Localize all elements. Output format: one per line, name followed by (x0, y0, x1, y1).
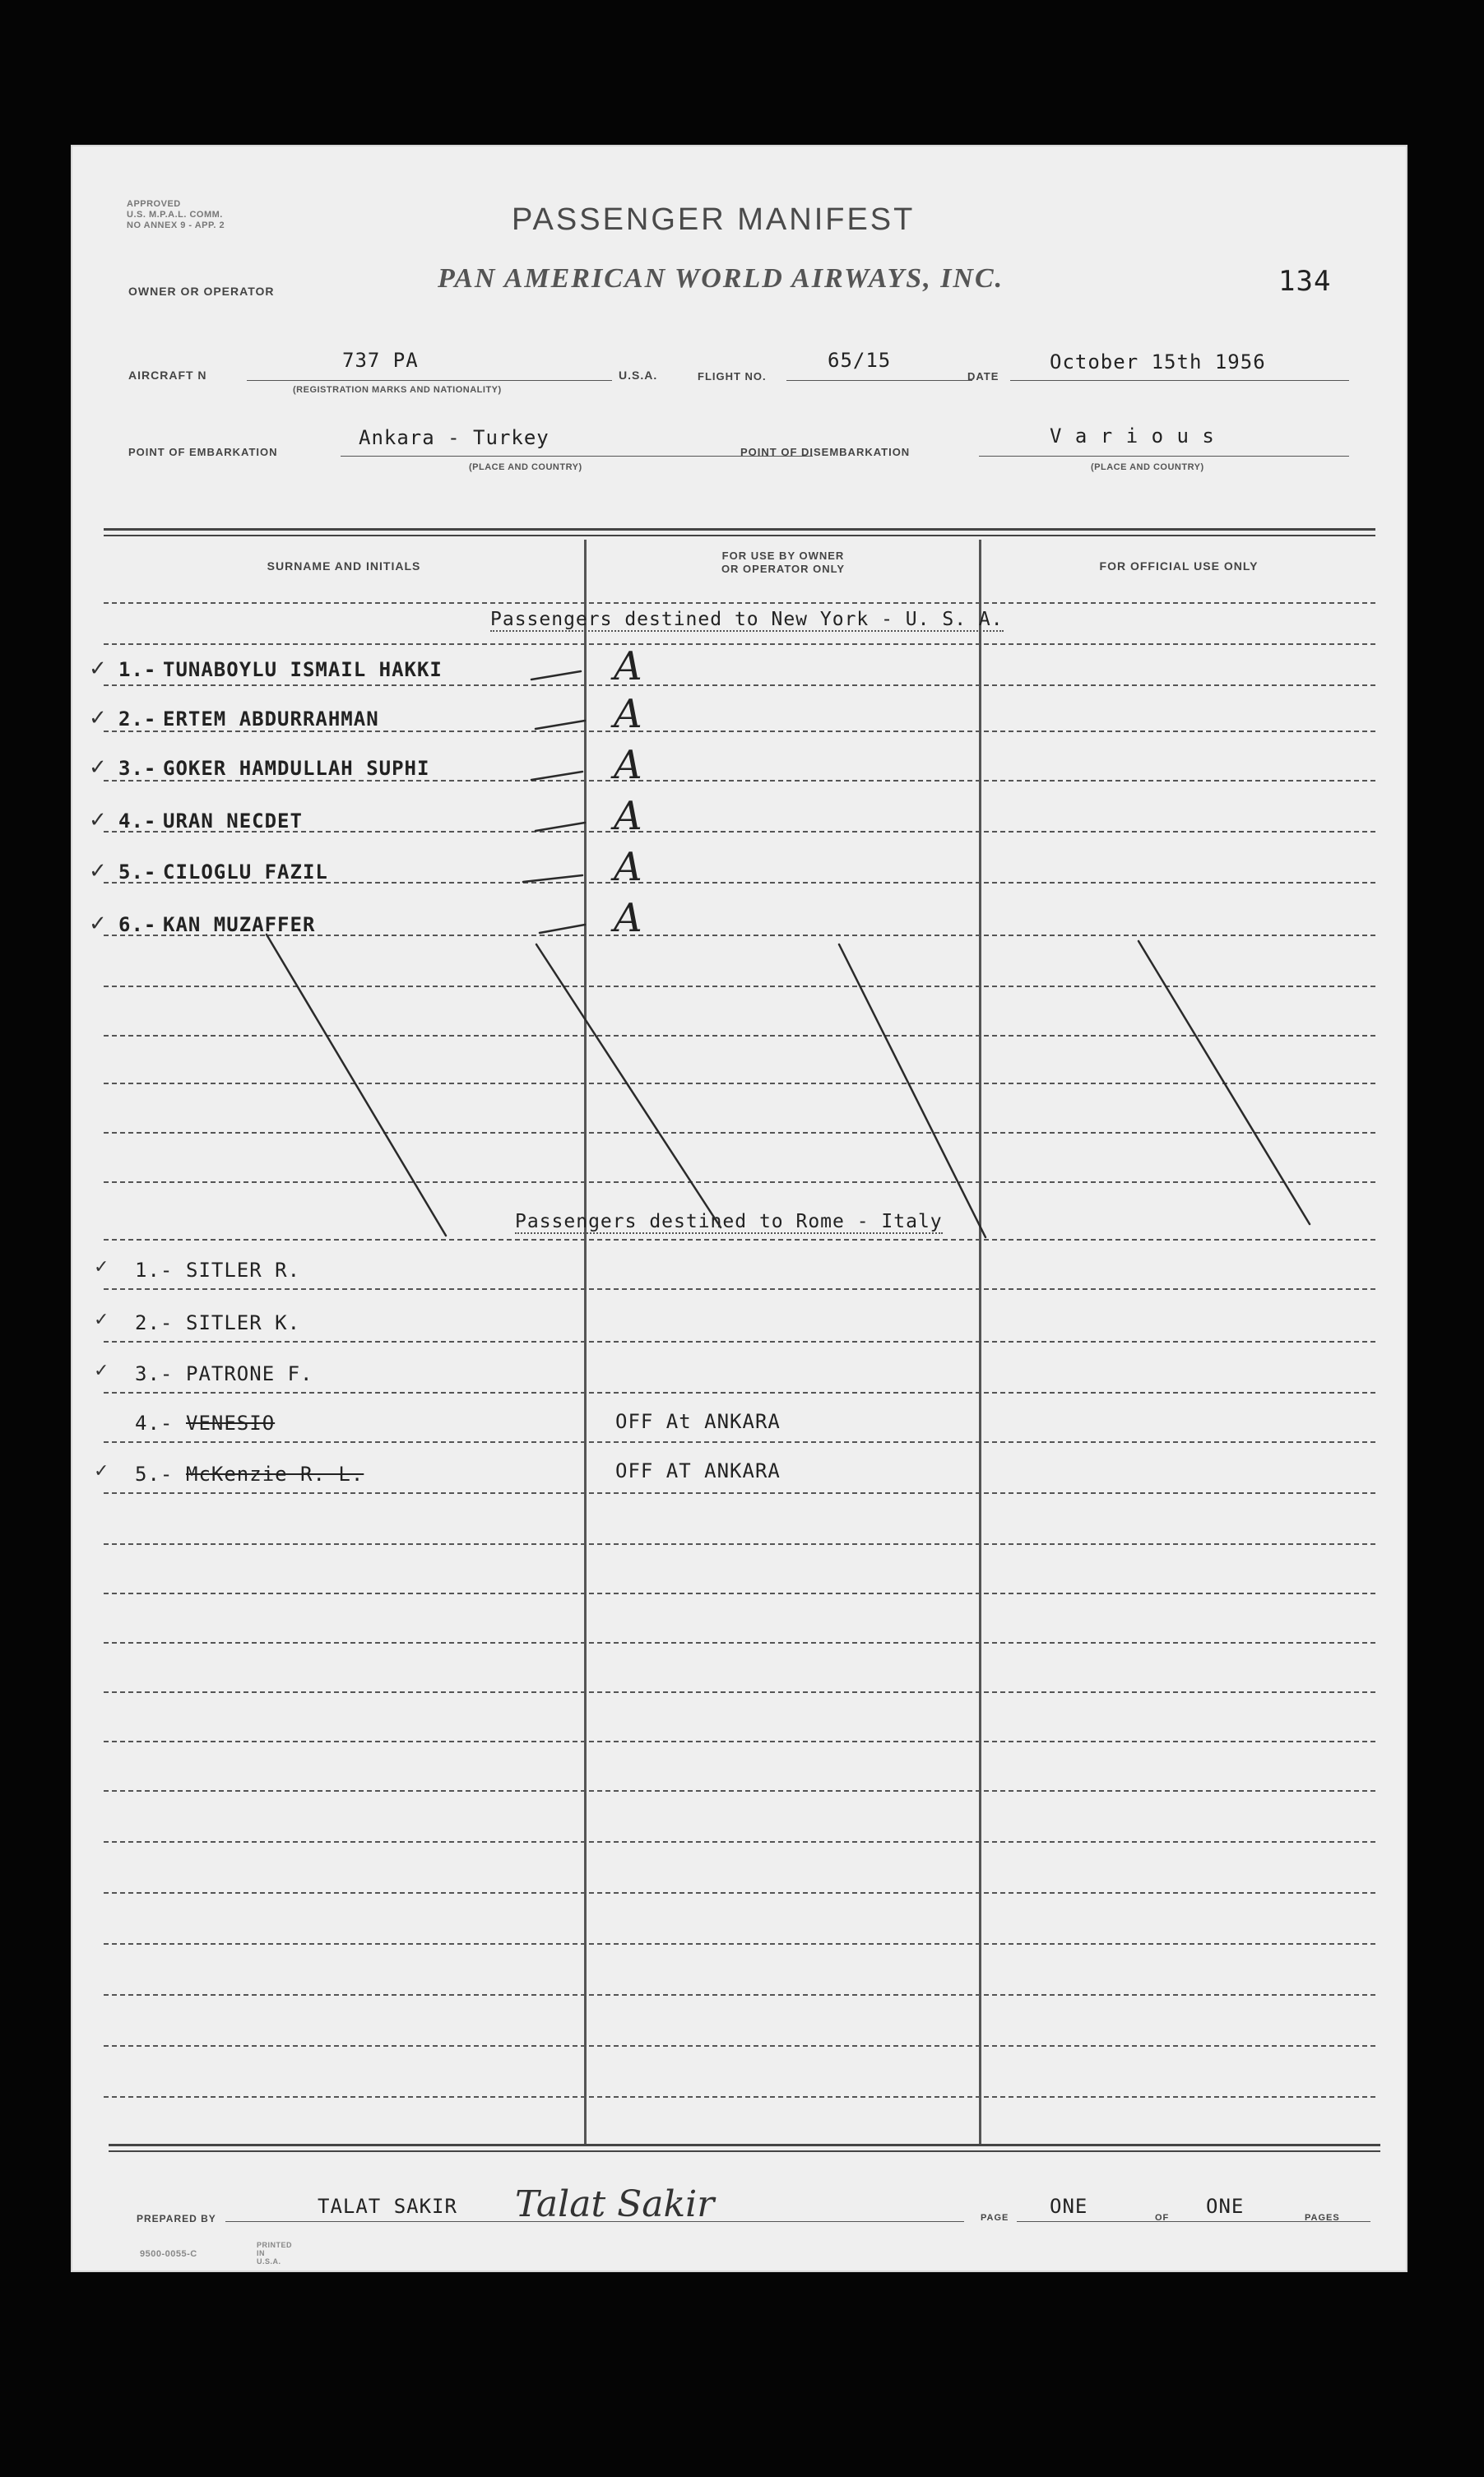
section-rome-heading: Passengers destined to Rome - Italy (515, 1211, 943, 1232)
aircraft-label: AIRCRAFT N (128, 369, 207, 382)
passenger-name-struck: McKenzie R. L. (186, 1463, 364, 1486)
handwritten-mark: A (614, 691, 642, 737)
passenger-name: URAN NECDET (163, 809, 303, 833)
cancel-stroke (839, 944, 985, 1237)
pen-dash (536, 721, 585, 729)
embark-value: Ankara - Turkey (359, 426, 550, 449)
passenger-number: 5.- (135, 1463, 174, 1486)
passenger-number: 3.- (118, 757, 157, 780)
pen-dash (523, 875, 582, 882)
check-mark: ✓ (89, 911, 107, 936)
aircraft-sub: (REGISTRATION MARKS AND NATIONALITY) (293, 385, 502, 395)
col-header-owner-line: OR OPERATOR ONLY (721, 563, 846, 575)
approval-line: APPROVED (127, 199, 181, 209)
passenger-note: OFF At ANKARA (615, 1410, 781, 1433)
passenger-name: SITLER K. (186, 1311, 301, 1334)
owner-label: OWNER OR OPERATOR (128, 285, 275, 298)
passenger-name: CILOGLU FAZIL (163, 860, 328, 884)
printed-label: PRINTED IN U.S.A. (257, 2241, 293, 2266)
of-label: OF (1155, 2213, 1170, 2223)
col-header-owner-line: FOR USE BY OWNER (721, 550, 845, 562)
pen-dash (536, 823, 585, 831)
disembark-value: V a r i o u s (1050, 424, 1215, 448)
col-header-surname: SURNAME AND INITIALS (267, 559, 421, 573)
pages-label: PAGES (1305, 2213, 1340, 2223)
passenger-note: OFF AT ANKARA (615, 1459, 781, 1482)
passenger-name: KAN MUZAFFER (163, 913, 316, 936)
pen-dash (531, 671, 581, 680)
check-mark: ✓ (89, 706, 107, 731)
section-ny-heading: Passengers destined to New York - U. S. A. (490, 609, 1004, 630)
prepared-value: TALAT SAKIR (318, 2195, 457, 2218)
signature: Talat Sakir (515, 2183, 715, 2225)
check-mark: ✓ (94, 1310, 109, 1330)
passenger-name: SITLER R. (186, 1259, 301, 1282)
check-mark: ✓ (89, 859, 107, 884)
passenger-number: 2.- (118, 707, 157, 731)
handwritten-mark: A (614, 643, 642, 689)
embark-label: POINT OF EMBARKATION (128, 446, 278, 458)
operator-name: PAN AMERICAN WORLD AIRWAYS, INC. (438, 263, 1004, 294)
check-mark: ✓ (89, 755, 107, 780)
approval-line: NO ANNEX 9 - APP. 2 (127, 220, 225, 230)
date-label: DATE (967, 370, 999, 383)
disembark-sub: (PLACE AND COUNTRY) (1091, 462, 1204, 472)
form-code: 9500-0055-C (140, 2249, 197, 2259)
check-mark: ✓ (94, 1257, 109, 1278)
of-value: ONE (1206, 2195, 1245, 2218)
check-mark: ✓ (94, 1361, 109, 1381)
passenger-name: TUNABOYLU ISMAIL HAKKI (163, 658, 443, 681)
manifest-sheet (71, 145, 1407, 2272)
pen-dash (540, 925, 585, 933)
passenger-number: 6.- (118, 913, 157, 936)
prepared-label: PREPARED BY (137, 2213, 216, 2224)
check-mark: ✓ (89, 808, 107, 833)
page-number: 134 (1278, 265, 1332, 298)
approval-line: U.S. M.P.A.L. COMM. (127, 210, 223, 220)
handwritten-mark: A (614, 742, 642, 788)
embark-sub: (PLACE AND COUNTRY) (469, 462, 582, 472)
passenger-number: 1.- (135, 1259, 174, 1282)
cancel-stroke (267, 935, 446, 1236)
passenger-number: 2.- (135, 1311, 174, 1334)
passenger-number: 4.- (135, 1412, 174, 1435)
passenger-name: GOKER HAMDULLAH SUPHI (163, 757, 430, 780)
form-title: PASSENGER MANIFEST (512, 202, 916, 237)
aircraft-value: 737 PA (342, 349, 419, 372)
passenger-name: PATRONE F. (186, 1362, 313, 1385)
handwritten-mark: A (614, 895, 642, 941)
flight-label: FLIGHT NO. (698, 370, 767, 383)
passenger-number: 5.- (118, 860, 157, 884)
date-value: October 15th 1956 (1050, 350, 1266, 373)
flight-value: 65/15 (828, 349, 892, 372)
pen-dash (531, 772, 582, 780)
disembark-label: POINT OF DISEMBARKATION (740, 446, 911, 458)
handwriting-overlay (71, 145, 1407, 2272)
check-mark: ✓ (94, 1461, 109, 1482)
passenger-name: ERTEM ABDURRAHMAN (163, 707, 379, 731)
cancel-stroke (1139, 941, 1310, 1224)
handwritten-mark: A (614, 793, 642, 839)
passenger-number: 4.- (118, 809, 157, 833)
passenger-name-struck: VENESIO (186, 1412, 276, 1435)
passenger-number: 1.- (118, 658, 157, 681)
check-mark: ✓ (89, 656, 107, 681)
usa-label: U.S.A. (619, 369, 658, 382)
col-header-official: FOR OFFICIAL USE ONLY (1099, 559, 1259, 573)
handwritten-mark: A (614, 844, 642, 890)
passenger-number: 3.- (135, 1362, 174, 1385)
cancel-stroke (536, 944, 721, 1227)
page-value: ONE (1050, 2195, 1088, 2218)
page-label: PAGE (981, 2213, 1009, 2223)
